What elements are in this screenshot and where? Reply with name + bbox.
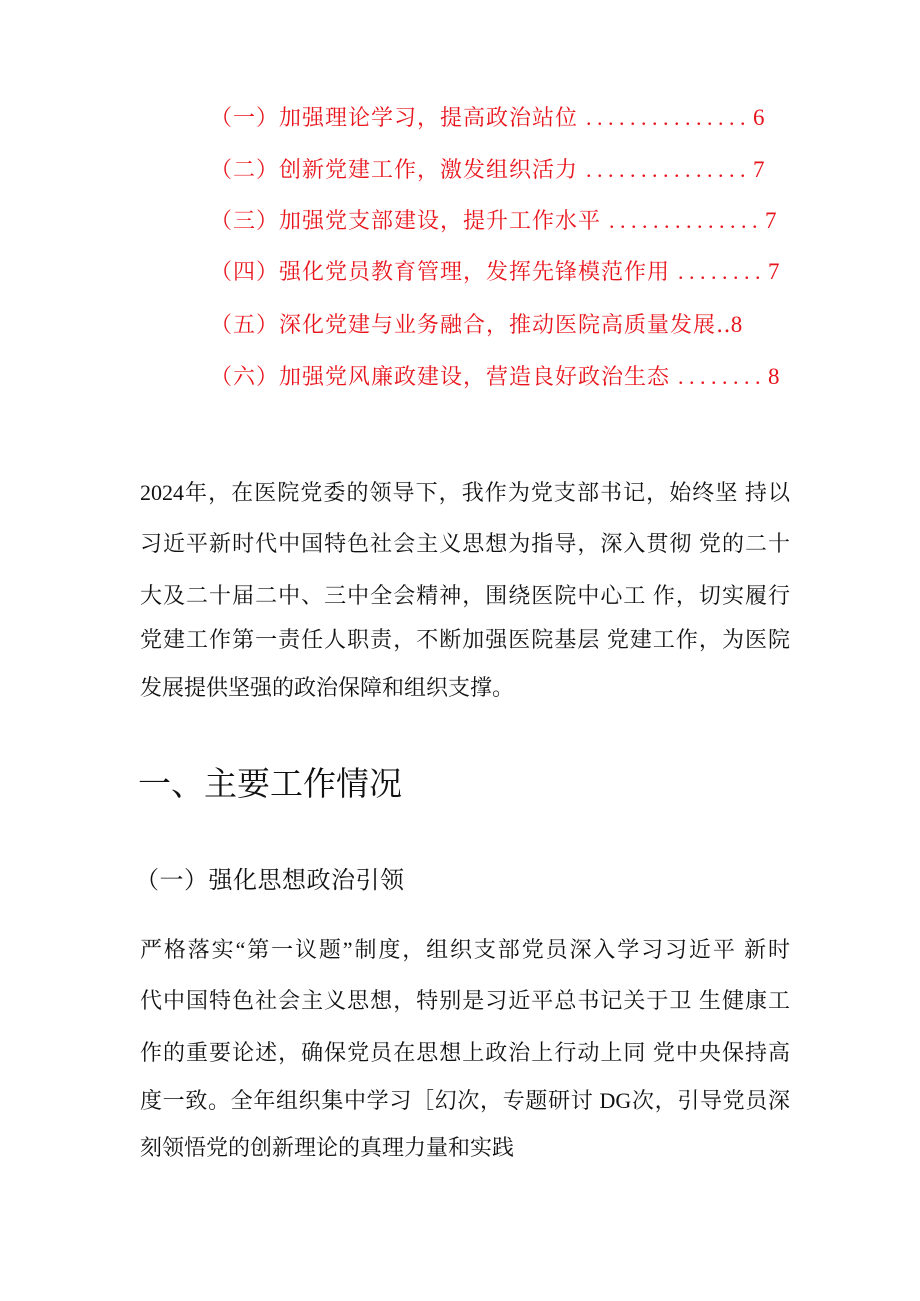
body-text-line: 代中国特色社会主义思想，特别是习近平总书记关于卫 生健康工 (140, 988, 790, 1013)
toc-page-number: 7 (753, 157, 765, 182)
toc-dot-leader: ........ (678, 364, 767, 389)
body-text-line: 作的重要论述，确保党员在思想上政治上行动上同 党中央保持高 (140, 1040, 790, 1065)
toc-entry-title: （五）深化党建与业务融合，推动医院高质量发展 (210, 312, 717, 337)
toc-dot-leader: ............... (586, 105, 752, 130)
toc-entry[interactable] (210, 257, 780, 287)
body-text-line: 发展提供坚强的政治保障和组织支撑。 (140, 675, 515, 700)
body-text-line: 刻领悟党的创新理论的真理力量和实践 (140, 1135, 515, 1160)
toc-entry[interactable] (210, 103, 765, 133)
toc-page-number: 7 (765, 208, 777, 233)
body-text-line: 大及二十届二中、三中全会精神，围绕医院中心工 作，切实履行 (140, 583, 790, 608)
toc-page-number: 8 (730, 312, 743, 337)
toc-dot-leader: ............... (586, 157, 752, 182)
toc-entry[interactable] (210, 155, 765, 185)
toc-page-number: 8 (768, 364, 780, 389)
subsection-heading: （一）强化思想政治引领 (135, 868, 405, 894)
body-text-line: 严格落实“第一议题”制度，组织支部党员深入学习习近平 新时 (140, 937, 790, 962)
toc-page-number: 7 (768, 259, 780, 284)
toc-page-number: 6 (753, 105, 765, 130)
section-heading: 一、主要工作情况 (138, 767, 402, 803)
toc-entry-title: （六）加强党风廉政建设，营造良好政治生态 (210, 364, 671, 389)
toc-entry-title: （三）加强党支部建设，提升工作水平 (210, 208, 602, 233)
body-text-line: 党建工作第一责任人职责，不断加强医院基层 党建工作，为医院 (140, 627, 790, 652)
toc-dot-leader: .............. (609, 208, 764, 233)
toc-dot-leader: ........ (678, 259, 767, 284)
toc-entry[interactable] (210, 362, 780, 392)
toc-entry-title: （二）创新党建工作，激发组织活力 (210, 157, 579, 182)
toc-entry[interactable] (210, 310, 742, 340)
toc-entry[interactable] (210, 206, 777, 236)
toc-entry-title: （一）加强理论学习，提高政治站位 (210, 105, 579, 130)
body-text-line: 习近平新时代中国特色社会主义思想为指导，深入贯彻 党的二十 (140, 531, 790, 556)
body-text-line: 2024年，在医院党委的领导下，我作为党支部书记，始终坚 持以 (140, 480, 790, 505)
body-text-line: 度一致。全年组织集中学习［幻次，专题研讨 DG次，引导党员深 (140, 1088, 790, 1113)
toc-dot-leader: ‥ (716, 312, 731, 337)
toc-entry-title: （四）强化党员教育管理，发挥先锋模范作用 (210, 259, 671, 284)
